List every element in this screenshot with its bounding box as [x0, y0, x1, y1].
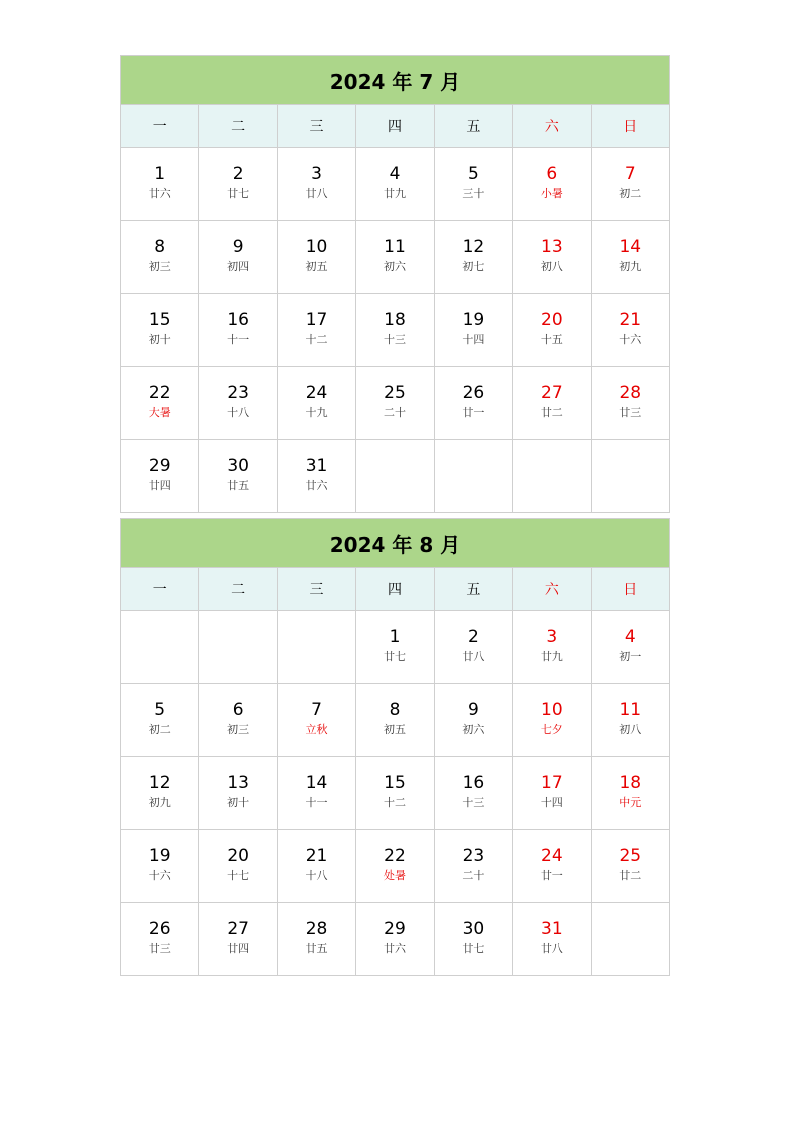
day-number: 28	[305, 919, 328, 939]
day-cell	[121, 757, 199, 830]
day-cell	[434, 294, 512, 367]
day-cell	[356, 684, 434, 757]
lunar-date: 十一	[227, 333, 250, 346]
lunar-date: 廿六	[383, 942, 406, 955]
day-cell	[591, 684, 669, 757]
day-cell	[199, 757, 277, 830]
lunar-date: 廿七	[462, 942, 485, 955]
day-number: 22	[148, 383, 171, 403]
week-row	[121, 294, 670, 367]
day-number: 24	[541, 846, 563, 866]
lunar-date: 廿九	[383, 187, 406, 200]
day-number: 3	[311, 164, 322, 184]
empty-day-cell	[199, 611, 277, 684]
day-number: 24	[305, 383, 328, 403]
day-number: 6	[546, 164, 558, 184]
day-cell	[434, 367, 512, 440]
day-number: 4	[624, 627, 636, 647]
lunar-date: 十四	[462, 333, 485, 346]
day-cell	[513, 684, 591, 757]
week-row	[121, 367, 670, 440]
day-cell	[356, 367, 434, 440]
weekday-header: 二	[199, 105, 277, 148]
day-number: 7	[624, 164, 636, 184]
day-cell	[591, 367, 669, 440]
day-cell	[356, 148, 434, 221]
calendar-august	[120, 518, 670, 976]
day-cell	[356, 830, 434, 903]
empty-day-cell	[513, 440, 591, 513]
day-number: 16	[462, 773, 485, 793]
month-title: 2024 年 8 月	[121, 519, 670, 568]
day-cell	[434, 830, 512, 903]
lunar-date: 初二	[148, 723, 171, 736]
day-cell	[434, 221, 512, 294]
weekday-header: 六	[513, 105, 591, 148]
lunar-date: 初十	[148, 333, 171, 346]
day-number: 1	[389, 627, 401, 647]
week-row	[121, 903, 670, 976]
lunar-date: 初八	[619, 723, 642, 736]
day-cell	[199, 221, 277, 294]
day-number: 31	[305, 456, 328, 476]
lunar-date: 廿二	[540, 406, 563, 419]
day-cell	[356, 903, 434, 976]
weekday-header: 六	[513, 568, 591, 611]
weekday-header: 五	[434, 568, 512, 611]
lunar-date: 二十	[462, 869, 485, 882]
week-row	[121, 611, 670, 684]
lunar-date: 廿五	[305, 942, 328, 955]
day-cell	[121, 903, 199, 976]
day-number: 17	[541, 773, 563, 793]
day-number: 27	[227, 919, 249, 939]
day-number: 5	[467, 164, 479, 184]
empty-day-cell	[591, 903, 669, 976]
day-cell	[513, 367, 591, 440]
day-cell	[513, 757, 591, 830]
day-number: 27	[541, 383, 563, 403]
day-number: 6	[232, 700, 244, 720]
day-number: 16	[227, 310, 249, 330]
day-cell	[199, 367, 277, 440]
week-row	[121, 830, 670, 903]
calendar-july	[120, 55, 670, 513]
weekday-header: 四	[356, 568, 434, 611]
day-cell	[513, 611, 591, 684]
empty-day-cell	[591, 440, 669, 513]
day-number: 2	[467, 627, 479, 647]
day-cell	[591, 221, 669, 294]
lunar-date: 廿七	[383, 650, 406, 663]
day-number: 26	[462, 383, 485, 403]
day-cell	[277, 440, 355, 513]
day-cell	[513, 294, 591, 367]
day-number: 31	[541, 919, 563, 939]
day-number: 7	[311, 700, 322, 720]
empty-day-cell	[121, 611, 199, 684]
lunar-date: 立秋	[305, 723, 328, 736]
day-cell	[277, 367, 355, 440]
lunar-date: 初九	[619, 260, 642, 273]
day-cell	[434, 903, 512, 976]
day-cell	[121, 148, 199, 221]
lunar-date: 十八	[305, 869, 328, 882]
lunar-date: 初九	[148, 796, 171, 809]
day-cell	[199, 440, 277, 513]
lunar-date: 十二	[383, 796, 406, 809]
day-cell	[121, 221, 199, 294]
lunar-date: 十七	[227, 869, 250, 882]
day-number: 21	[305, 846, 328, 866]
day-cell	[277, 684, 355, 757]
weekday-header: 日	[591, 105, 669, 148]
day-cell	[277, 903, 355, 976]
lunar-date: 初六	[383, 260, 406, 273]
day-cell	[591, 294, 669, 367]
lunar-date: 初二	[619, 187, 642, 200]
day-cell	[356, 221, 434, 294]
day-cell	[513, 148, 591, 221]
empty-day-cell	[434, 440, 512, 513]
day-number: 8	[154, 237, 166, 257]
lunar-date: 大暑	[148, 406, 171, 419]
lunar-date: 廿八	[540, 942, 563, 955]
day-number: 19	[462, 310, 485, 330]
lunar-date: 廿四	[227, 942, 250, 955]
lunar-date: 十二	[305, 333, 328, 346]
lunar-date: 廿六	[305, 479, 328, 492]
day-cell	[277, 294, 355, 367]
lunar-date: 初五	[305, 260, 328, 273]
weekday-header-row	[121, 568, 670, 611]
lunar-date: 廿六	[148, 187, 171, 200]
week-row	[121, 148, 670, 221]
day-number: 13	[541, 237, 563, 257]
empty-day-cell	[356, 440, 434, 513]
day-number: 30	[227, 456, 249, 476]
day-number: 19	[148, 846, 171, 866]
lunar-date: 十八	[227, 406, 250, 419]
day-cell	[434, 611, 512, 684]
day-number: 29	[148, 456, 171, 476]
week-row	[121, 440, 670, 513]
day-number: 1	[154, 164, 166, 184]
day-cell	[277, 830, 355, 903]
week-row	[121, 684, 670, 757]
lunar-date: 初三	[148, 260, 171, 273]
day-number: 26	[148, 919, 171, 939]
day-cell	[199, 903, 277, 976]
lunar-date: 廿一	[540, 869, 563, 882]
day-number: 25	[619, 846, 642, 866]
day-number: 2	[232, 164, 244, 184]
week-row	[121, 757, 670, 830]
lunar-date: 初三	[227, 723, 250, 736]
lunar-date: 初七	[462, 260, 485, 273]
lunar-date: 廿八	[305, 187, 328, 200]
lunar-date: 廿七	[227, 187, 250, 200]
day-number: 18	[619, 773, 642, 793]
day-cell	[356, 757, 434, 830]
day-number: 15	[384, 773, 406, 793]
lunar-date: 三十	[462, 187, 485, 200]
lunar-date: 十五	[540, 333, 563, 346]
weekday-header: 一	[121, 105, 199, 148]
lunar-date: 十三	[462, 796, 485, 809]
day-number: 30	[462, 919, 485, 939]
day-cell	[591, 830, 669, 903]
day-cell	[591, 611, 669, 684]
week-row	[121, 221, 670, 294]
day-cell	[121, 367, 199, 440]
day-number: 17	[305, 310, 328, 330]
day-number: 11	[619, 700, 642, 720]
day-cell	[434, 148, 512, 221]
weekday-header: 一	[121, 568, 199, 611]
day-cell	[591, 148, 669, 221]
day-cell	[356, 294, 434, 367]
lunar-date: 廿一	[462, 406, 485, 419]
lunar-date: 处暑	[383, 869, 406, 882]
lunar-date: 初六	[462, 723, 485, 736]
day-number: 10	[305, 237, 328, 257]
day-number: 20	[541, 310, 563, 330]
lunar-date: 初十	[227, 796, 250, 809]
empty-day-cell	[277, 611, 355, 684]
day-cell	[199, 294, 277, 367]
lunar-date: 十一	[305, 796, 328, 809]
day-cell	[277, 221, 355, 294]
day-cell	[199, 148, 277, 221]
day-cell	[513, 221, 591, 294]
day-number: 11	[384, 237, 406, 257]
day-cell	[277, 757, 355, 830]
day-number: 10	[541, 700, 563, 720]
day-number: 9	[467, 700, 479, 720]
day-number: 18	[384, 310, 406, 330]
day-cell	[434, 684, 512, 757]
day-number: 23	[462, 846, 485, 866]
day-number: 12	[462, 237, 485, 257]
lunar-date: 廿八	[462, 650, 485, 663]
day-cell	[513, 903, 591, 976]
lunar-date: 十六	[619, 333, 642, 346]
lunar-date: 廿九	[540, 650, 563, 663]
day-number: 13	[227, 773, 249, 793]
weekday-header: 二	[199, 568, 277, 611]
lunar-date: 十九	[305, 406, 328, 419]
day-number: 4	[389, 164, 401, 184]
weekday-header: 五	[434, 105, 512, 148]
lunar-date: 廿三	[148, 942, 171, 955]
day-number: 14	[619, 237, 642, 257]
day-number: 29	[384, 919, 406, 939]
day-cell	[121, 440, 199, 513]
lunar-date: 十六	[148, 869, 171, 882]
lunar-date: 廿五	[227, 479, 250, 492]
lunar-date: 十三	[383, 333, 406, 346]
lunar-date: 初一	[619, 650, 642, 663]
day-number: 14	[305, 773, 328, 793]
day-cell	[356, 611, 434, 684]
day-number: 28	[619, 383, 642, 403]
month-title: 2024 年 7 月	[121, 56, 670, 105]
day-number: 22	[384, 846, 406, 866]
day-number: 8	[389, 700, 401, 720]
day-number: 20	[227, 846, 249, 866]
day-cell	[199, 830, 277, 903]
day-cell	[199, 684, 277, 757]
day-number: 21	[619, 310, 642, 330]
weekday-header: 三	[277, 568, 355, 611]
lunar-date: 小暑	[540, 187, 563, 200]
lunar-date: 初五	[383, 723, 406, 736]
day-cell	[277, 148, 355, 221]
lunar-date: 廿二	[619, 869, 642, 882]
day-number: 3	[546, 627, 558, 647]
day-number: 23	[227, 383, 249, 403]
day-number: 5	[154, 700, 166, 720]
weekday-header: 三	[277, 105, 355, 148]
day-cell	[591, 757, 669, 830]
lunar-date: 初八	[540, 260, 563, 273]
lunar-date: 七夕	[540, 723, 563, 736]
day-cell	[434, 757, 512, 830]
weekday-header-row	[121, 105, 670, 148]
lunar-date: 中元	[619, 796, 642, 809]
lunar-date: 十四	[540, 796, 563, 809]
day-number: 25	[384, 383, 406, 403]
day-cell	[121, 294, 199, 367]
lunar-date: 二十	[383, 406, 406, 419]
lunar-date: 廿四	[148, 479, 171, 492]
day-number: 15	[148, 310, 171, 330]
day-cell	[513, 830, 591, 903]
day-number: 12	[148, 773, 171, 793]
lunar-date: 初四	[227, 260, 250, 273]
weekday-header: 四	[356, 105, 434, 148]
day-number: 9	[232, 237, 244, 257]
lunar-date: 廿三	[619, 406, 642, 419]
day-cell	[121, 684, 199, 757]
day-cell	[121, 830, 199, 903]
weekday-header: 日	[591, 568, 669, 611]
